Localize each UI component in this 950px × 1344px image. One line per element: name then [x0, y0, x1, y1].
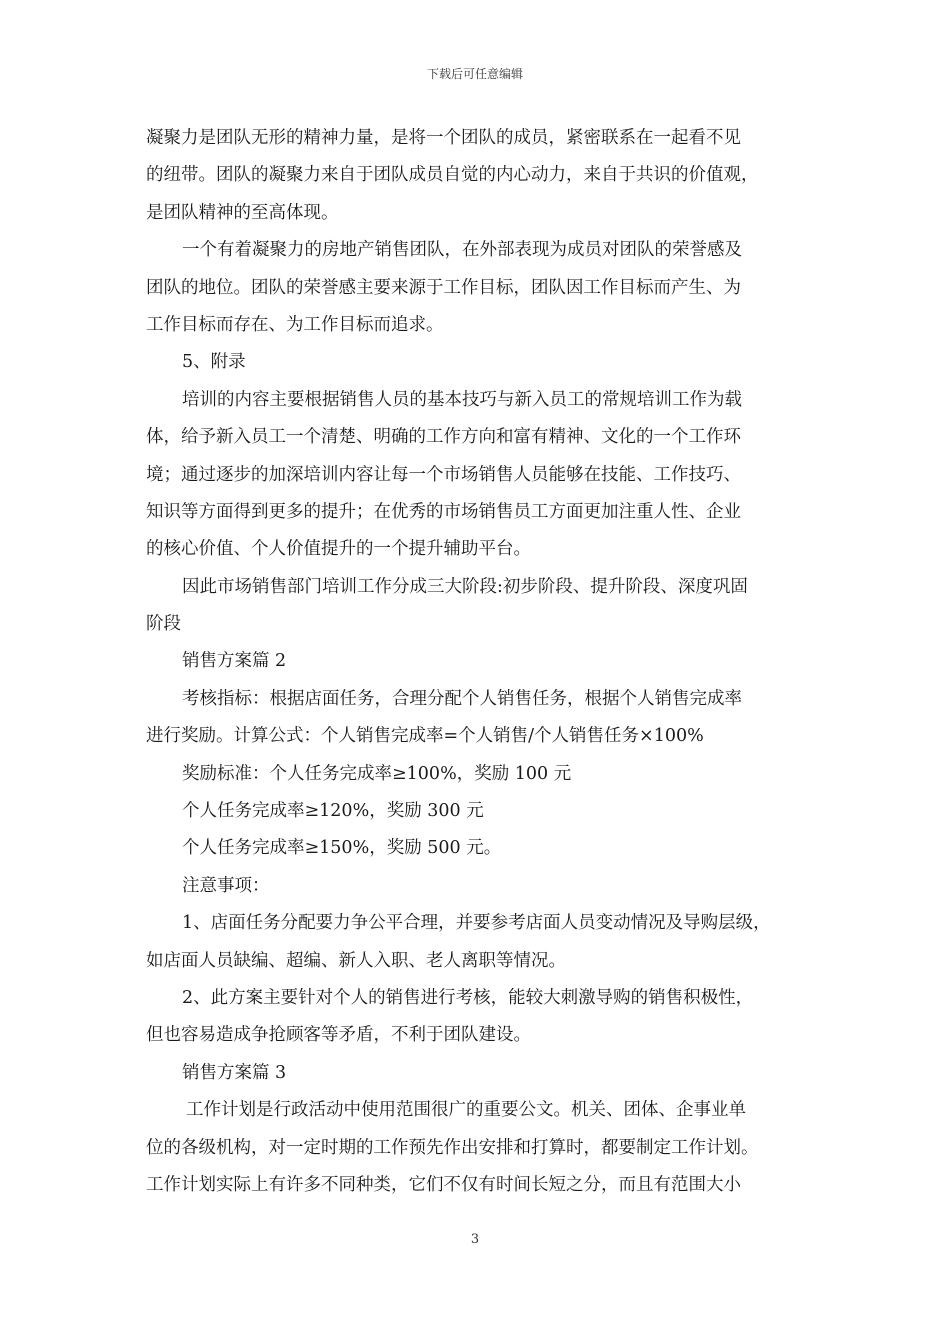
paragraph-line: 进行奖励。计算公式：个人销售完成率=个人销售/个人销售任务×100%: [146, 726, 704, 747]
paragraph-line: 培训的内容主要根据销售人员的基本技巧与新入员工的常规培训工作为载: [182, 389, 742, 410]
paragraph-line: 工作目标而存在、为工作目标而追求。: [146, 314, 444, 335]
paragraph-line: 1、店面任务分配要力争公平合理，并要参考店面人员变动情况及导购层级，: [182, 913, 771, 934]
paragraph-line: 奖励标准：个人任务完成率≥100%，奖励 100 元: [182, 763, 572, 784]
paragraph-line: 位的各级机构，对一定时期的工作预先作出安排和打算时，都要制定工作计划。: [146, 1137, 759, 1158]
paragraph-line: 如店面人员缺编、超编、新人入职、老人离职等情况。: [146, 950, 566, 971]
paragraph-line: 注意事项：: [182, 875, 270, 896]
paragraph-line: 一个有着凝聚力的房地产销售团队，在外部表现为成员对团队的荣誉感及: [182, 240, 742, 261]
paragraph-line: 工作计划是行政活动中使用范围很广的重要公文。机关、团体、企事业单: [186, 1100, 746, 1121]
paragraph-line: 2、此方案主要针对个人的销售进行考核，能较大刺激导购的销售积极性，: [182, 987, 754, 1008]
document-body: [146, 120, 808, 1204]
paragraph-line: 个人任务完成率≥150%，奖励 500 元。: [182, 838, 502, 859]
paragraph-line: 的核心价值、个人价值提升的一个提升辅助平台。: [146, 539, 531, 560]
paragraph-line: 因此市场销售部门培训工作分成三大阶段:初步阶段、提升阶段、深度巩固: [182, 576, 748, 597]
paragraph-line: 知识等方面得到更多的提升；在优秀的市场销售员工方面更加注重人性、企业: [146, 501, 741, 522]
paragraph-line: 境；通过逐步的加深培训内容让每一个市场销售人员能够在技能、工作技巧、: [146, 464, 741, 485]
paragraph-line: 的纽带。团队的凝聚力来自于团队成员自觉的内心动力，来自于共识的价值观，: [146, 165, 759, 186]
paragraph-line: 工作计划实际上有许多不同种类，它们不仅有时间长短之分，而且有范围大小: [146, 1174, 741, 1195]
paragraph-line: 个人任务完成率≥120%，奖励 300 元: [182, 801, 484, 822]
paragraph-line: 凝聚力是团队无形的精神力量，是将一个团队的成员，紧密联系在一起看不见: [146, 128, 741, 148]
page-header: 下载后可任意编辑: [426, 67, 523, 81]
page-number: 3: [470, 1232, 480, 1247]
paragraph-line: 阶段: [146, 614, 181, 635]
section-heading: 销售方案篇 3: [182, 1062, 287, 1083]
paragraph-line: 考核指标：根据店面任务，合理分配个人销售任务，根据个人销售完成率: [182, 688, 742, 709]
paragraph-line: 是团队精神的至高体现。: [146, 202, 339, 223]
section-heading: 销售方案篇 2: [182, 651, 287, 672]
section-heading: 5、附录: [182, 352, 246, 373]
paragraph-line: 团队的地位。团队的荣誉感主要来源于工作目标，团队因工作目标而产生、为: [146, 277, 741, 298]
paragraph-line: 体，给予新入员工一个清楚、明确的工作方向和富有精神、文化的一个工作环: [146, 427, 741, 448]
paragraph-line: 但也容易造成争抢顾客等矛盾，不利于团队建设。: [146, 1025, 531, 1046]
